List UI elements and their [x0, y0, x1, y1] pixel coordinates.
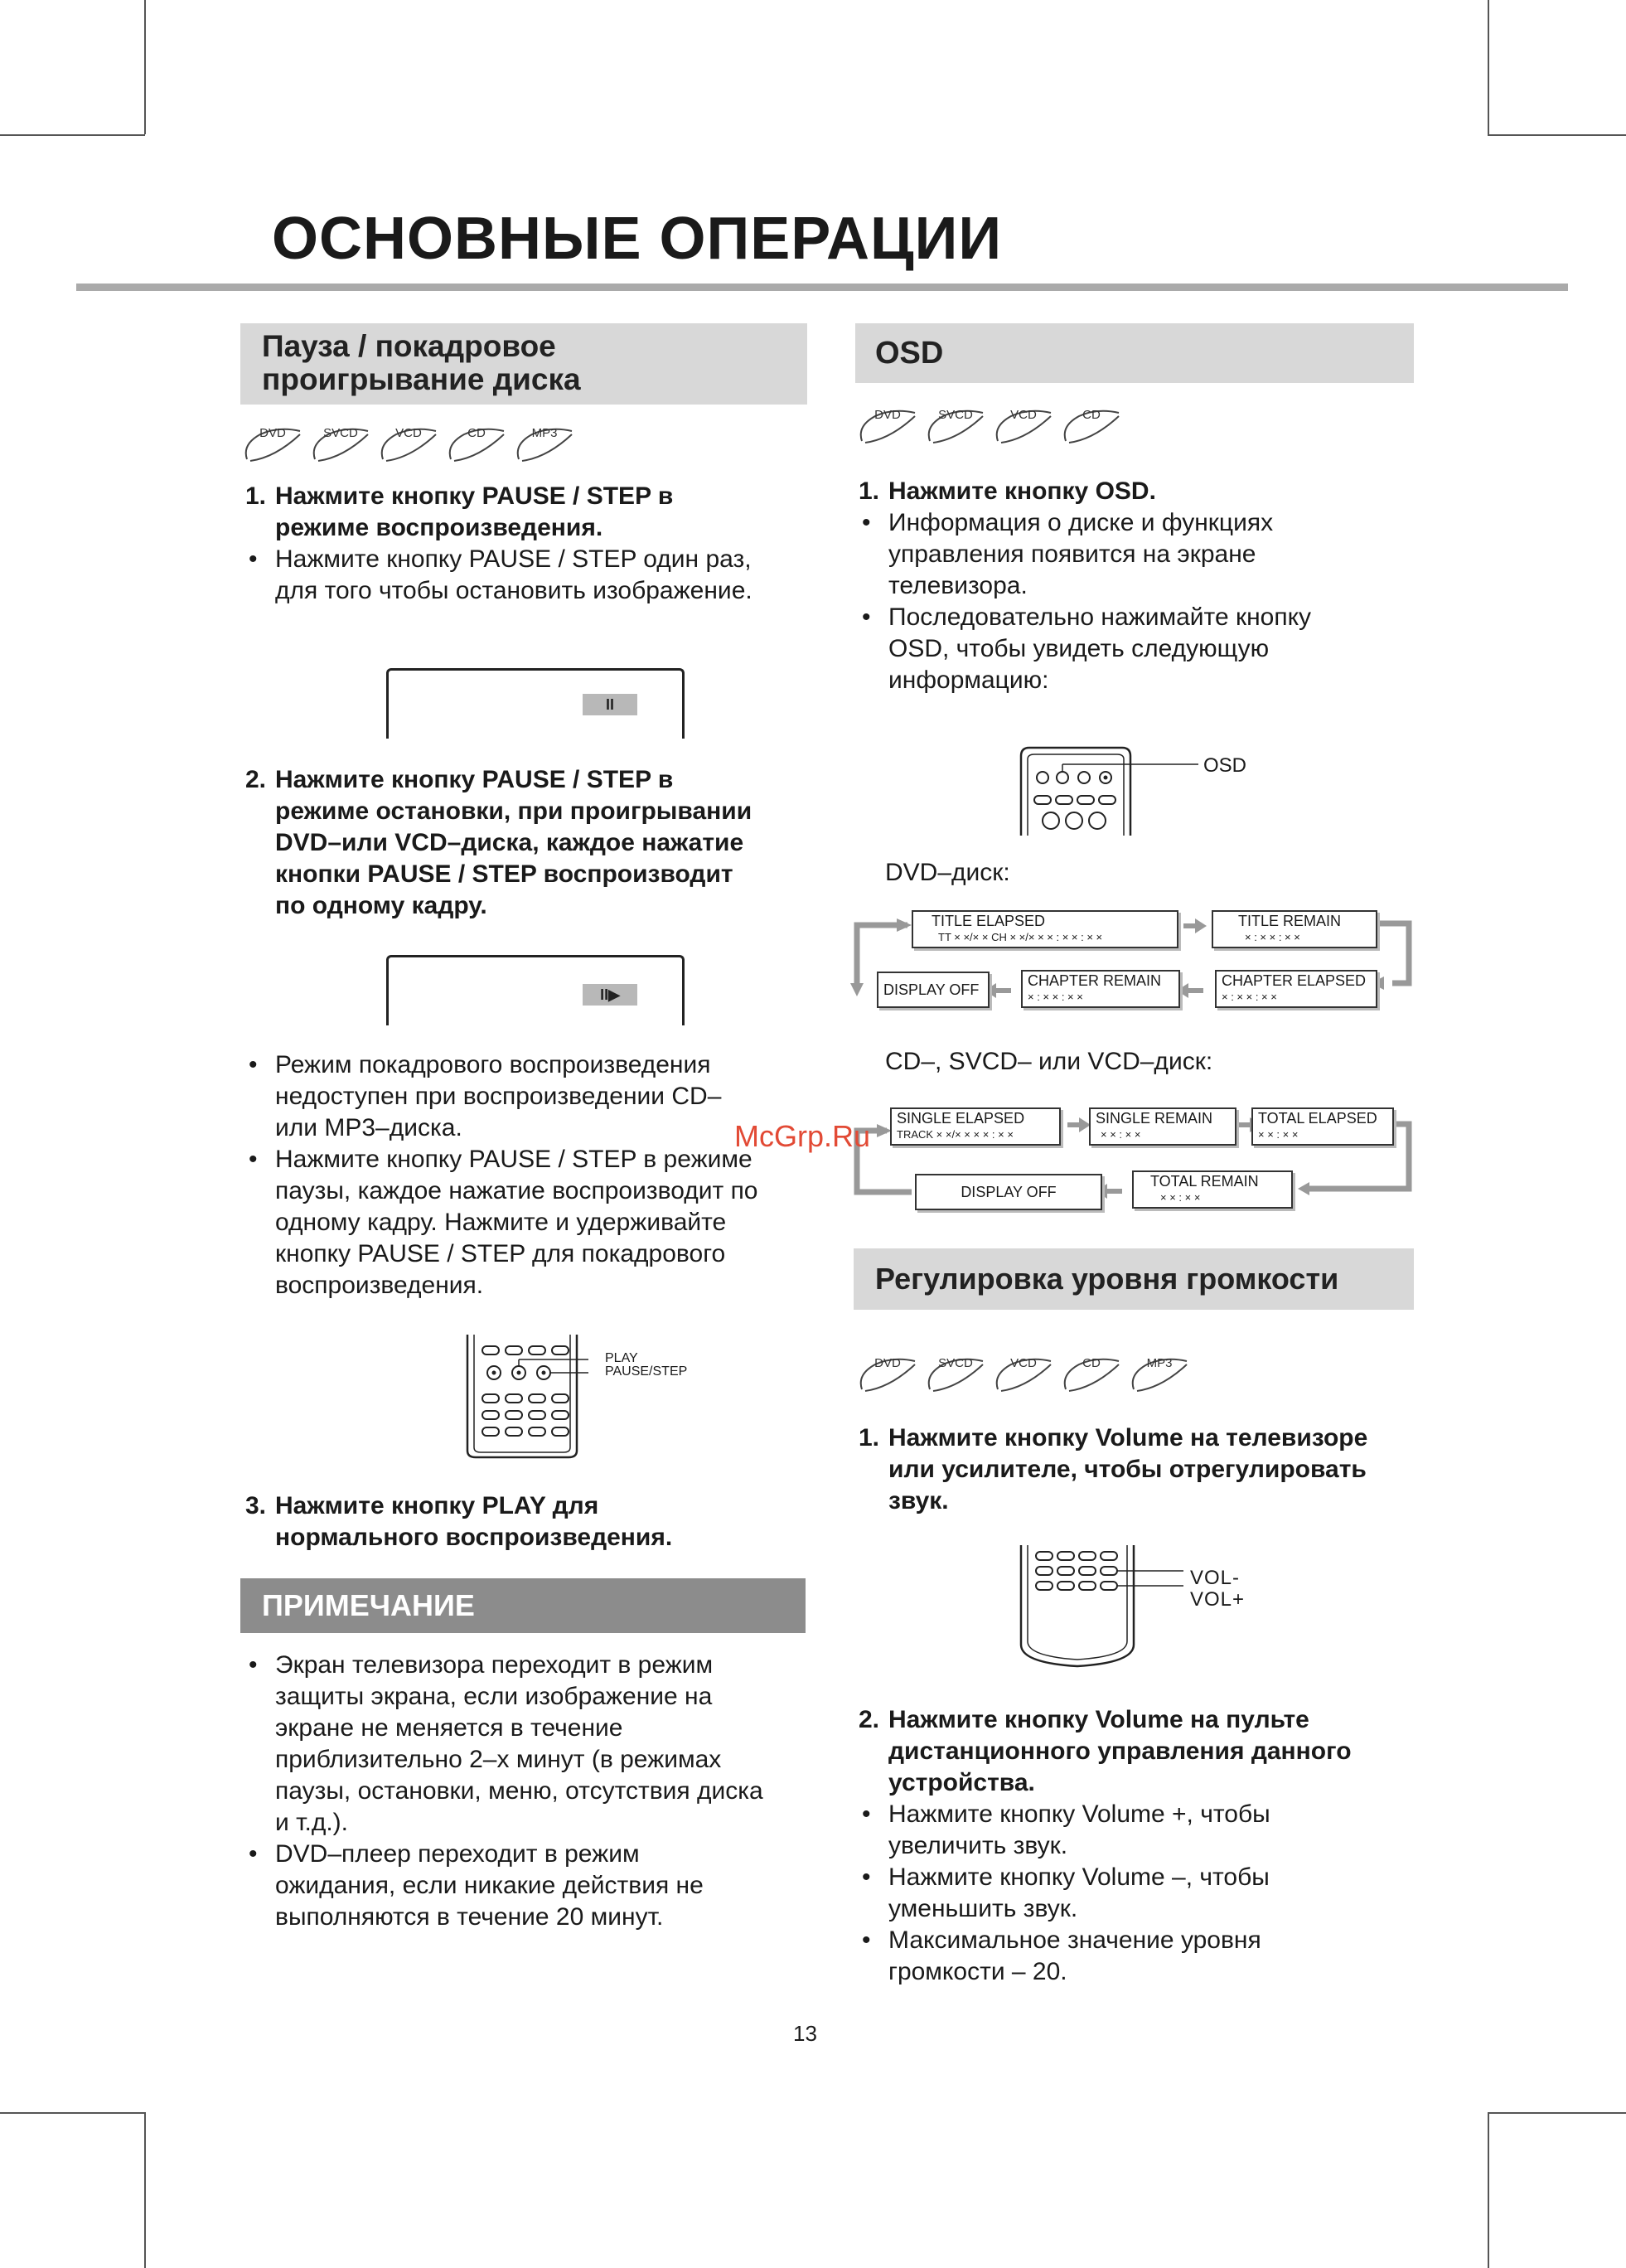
osd-box-value: TRACK × ×/× × × × : × ×	[897, 1128, 1014, 1141]
pause-heading-line: проигрывание диска	[262, 362, 581, 396]
crop-mark	[0, 134, 145, 136]
osd-bullet-2: • Последовательно нажимайте кнопку OSD, чтобы увидеть следующую информацию:	[862, 603, 1312, 694]
crop-mark	[1488, 134, 1626, 136]
disc-badge: MP3	[514, 426, 575, 463]
pause-bullet-2: • Режим покадрового воспроизведения недоступен при воспроизведении CD– или MP3–диска.	[249, 1051, 722, 1141]
crop-mark	[1488, 2112, 1626, 2114]
crop-mark	[1488, 0, 1489, 134]
volume-step-1: 1. Нажмите кнопку Volume на телевизоре или усилителе, чтобы отрегулировать звук.	[859, 1424, 1368, 1514]
osd-box-label: DISPLAY OFF	[961, 1184, 1057, 1200]
osd-display-off-cd	[915, 1174, 1102, 1210]
osd-box-label: SINGLE REMAIN	[1096, 1110, 1213, 1127]
note-bullet-1: • Экран телевизора переходит в режим защиты экрана, если изображение на экране не меняется в течение приблизительно 2–х минут (в режимах паузы, остановки, меню, отсутствия диска и т.д.).	[249, 1651, 763, 1836]
remote-label-vol-plus: VOL+	[1190, 1588, 1246, 1611]
crop-mark	[1488, 2112, 1489, 2268]
volume-heading: Регулировка уровня громкости	[854, 1248, 1414, 1310]
pause-heading	[240, 323, 807, 405]
osd-box-value: × : × × : × ×	[1028, 991, 1083, 1003]
osd-chapter-remain	[1021, 970, 1180, 1008]
pause-bullet-3: • Нажмите кнопку PAUSE / STEP в режиме паузы, каждое нажатие воспроизводит по одному кадру. Нажмите и удерживайте кнопку PAUSE / STEP для покадрового воспроизведения.	[249, 1146, 758, 1299]
watermark: McGrp.Ru	[734, 1119, 871, 1153]
osd-box-value: × × : × ×	[1101, 1128, 1141, 1141]
osd-box-value: TT × ×/× × CH × ×/× × × : × × : × ×	[938, 931, 1103, 943]
disc-badges-volume	[857, 1356, 1190, 1393]
volume-bullet-2: • Нажмите кнопку Volume –, чтобы уменьшить звук.	[862, 1863, 1270, 1922]
crop-mark	[0, 2112, 145, 2114]
disc-badge: CD	[446, 426, 507, 463]
osd-box-label: SINGLE ELAPSED	[897, 1110, 1025, 1127]
disc-badge: VCD	[993, 1356, 1054, 1393]
osd-bullet-1: • Информация о диске и функциях управления появится на экране телевизора.	[862, 509, 1274, 599]
remote-volume-illustration	[1018, 1545, 1217, 1670]
osd-box-label: CHAPTER REMAIN	[1028, 972, 1162, 989]
remote-label-pause-step: PAUSE/STEP	[605, 1364, 688, 1379]
pause-indicator: II	[583, 694, 637, 715]
osd-title-elapsed	[912, 910, 1178, 948]
disc-badge: CD	[1061, 408, 1122, 444]
osd-heading: OSD	[855, 323, 1414, 383]
disc-badges-pause	[242, 426, 575, 463]
disc-badge: VCD	[378, 426, 439, 463]
note-bullet-2: • DVD–плеер переходит в режим ожидания, если никакие действия не выполняются в течение 20 минут.	[249, 1840, 704, 1931]
step-indicator: II▶	[583, 984, 637, 1006]
pause-step-1: 1. Нажмите кнопку PAUSE / STEP в режиме воспроизведения.	[245, 482, 674, 541]
disc-badges-osd	[857, 408, 1122, 444]
disc-badge: DVD	[857, 408, 918, 444]
tv-screen-step	[386, 955, 685, 1025]
osd-box-label: TITLE ELAPSED	[932, 913, 1046, 929]
crop-mark	[144, 2112, 146, 2268]
pause-heading-line: Пауза / покадровое	[262, 329, 556, 363]
osd-chapter-elapsed	[1215, 970, 1377, 1008]
osd-box-label: TITLE REMAIN	[1238, 913, 1342, 929]
osd-box-label: CHAPTER ELAPSED	[1222, 972, 1367, 989]
osd-total-remain	[1132, 1170, 1293, 1209]
remote-label-play: PLAY	[605, 1351, 638, 1365]
crop-mark	[144, 0, 146, 134]
volume-step-2: 2. Нажмите кнопку Volume на пульте дистанционного управления данного устройства.	[859, 1706, 1352, 1796]
disc-badge: MP3	[1129, 1356, 1190, 1393]
disc-badge: DVD	[242, 426, 303, 463]
osd-single-remain	[1089, 1107, 1236, 1146]
osd-step-1: 1. Нажмите кнопку OSD.	[859, 477, 1156, 505]
osd-total-elapsed	[1251, 1107, 1394, 1146]
osd-box-value: × : × × : × ×	[1245, 931, 1300, 943]
dvd-disc-label: DVD–диск:	[885, 859, 1010, 886]
disc-badge: SVCD	[310, 426, 371, 463]
osd-box-label: TOTAL ELAPSED	[1258, 1110, 1377, 1127]
pause-step-3: 3. Нажмите кнопку PLAY для нормального воспроизведения.	[245, 1492, 673, 1551]
page-number: 13	[793, 2021, 817, 2046]
disc-badge: SVCD	[925, 408, 986, 444]
volume-bullet-3: • Максимальное значение уровня громкости – 20.	[862, 1926, 1261, 1985]
disc-badge: DVD	[857, 1356, 918, 1393]
osd-display-off	[877, 972, 990, 1008]
tv-screen-pause	[386, 668, 685, 739]
title-rule	[76, 284, 1568, 291]
disc-badge: SVCD	[925, 1356, 986, 1393]
osd-single-elapsed	[890, 1107, 1061, 1146]
remote-play-pause-illustration	[464, 1335, 588, 1459]
remote-label-vol-minus: VOL-	[1190, 1567, 1241, 1589]
osd-box-value: × × : × ×	[1258, 1128, 1299, 1141]
page-title: ОСНОВНЫЕ ОПЕРАЦИИ	[272, 206, 1003, 272]
cd-disc-label: CD–, SVCD– или VCD–диск:	[885, 1048, 1213, 1075]
note-heading: ПРИМЕЧАНИЕ	[240, 1578, 806, 1633]
osd-box-value: × : × × : × ×	[1222, 991, 1277, 1003]
pause-bullet-1: • Нажмите кнопку PAUSE / STEP один раз, для того чтобы остановить изображение.	[249, 545, 753, 604]
osd-box-label: DISPLAY OFF	[883, 981, 980, 998]
volume-bullet-1: • Нажмите кнопку Volume +, чтобы увеличить звук.	[862, 1800, 1270, 1859]
disc-badge: CD	[1061, 1356, 1122, 1393]
osd-box-label: TOTAL REMAIN	[1150, 1173, 1259, 1190]
pause-step-2: 2. Нажмите кнопку PAUSE / STEP в режиме остановки, при проигрывании DVD–или VCD–диска, каждое нажатие кнопки PAUSE / STEP воспроизводит по одному кадру.	[245, 766, 753, 919]
remote-label-osd: OSD	[1203, 754, 1247, 777]
osd-box-value: × × : × ×	[1160, 1191, 1201, 1204]
remote-osd-illustration	[1018, 744, 1217, 836]
disc-badge: VCD	[993, 408, 1054, 444]
osd-title-remain	[1212, 910, 1377, 948]
